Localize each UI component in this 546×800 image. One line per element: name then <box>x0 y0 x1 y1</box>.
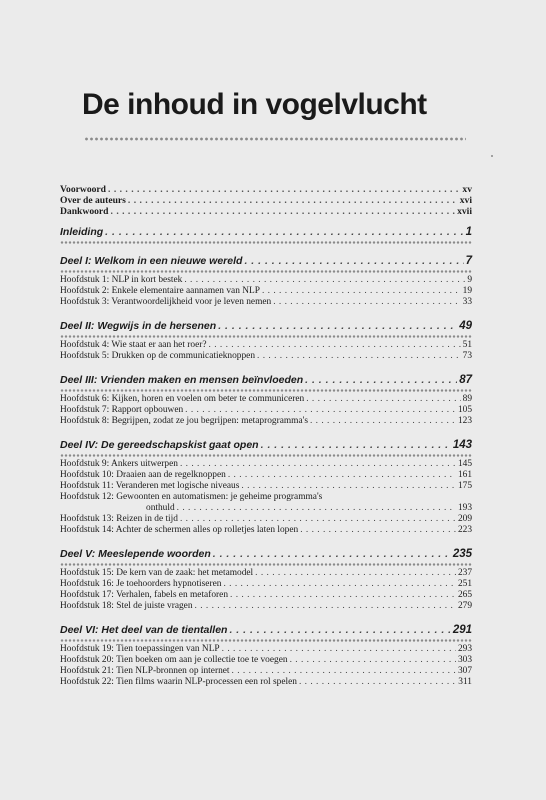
chapter-entry-label: Hoofdstuk 19: Tien toepassingen van NLP <box>60 644 220 654</box>
dot-leader <box>244 254 463 268</box>
dot-leader <box>108 184 460 195</box>
chapter-entry-page-number: 311 <box>458 677 472 687</box>
chapter-entry <box>60 394 472 405</box>
chapter-entry <box>60 655 472 666</box>
chapter-entry-page-number: 175 <box>457 481 472 491</box>
front-matter-entry-page-number: xv <box>462 184 472 195</box>
chapter-entry <box>60 590 472 601</box>
spacer <box>60 536 472 547</box>
chapter-entry-label: Hoofdstuk 5: Drukken op de communicatieknoppen <box>60 351 256 361</box>
dot-leader <box>306 394 460 405</box>
dot-leader <box>128 195 458 206</box>
chapter-entry-label: Hoofdstuk 7: Rapport opbouwen <box>60 405 184 415</box>
chapter-entry-page-number: 265 <box>457 590 472 600</box>
chapter-entry-label: Hoofdstuk 1: NLP in kort bestek <box>60 275 183 285</box>
front-matter-entry <box>60 195 472 206</box>
dot-leader <box>273 297 460 308</box>
chapter-entry <box>60 340 472 351</box>
chapter-entry-page-number: 293 <box>457 644 472 654</box>
chapter-entry <box>60 525 472 536</box>
part-dotted-rule <box>60 389 472 392</box>
dot-leader <box>105 225 463 239</box>
chapter-entry <box>60 405 472 416</box>
chapter-entry-page-number: 145 <box>457 459 472 469</box>
part-heading <box>60 373 472 387</box>
chapter-entry-label: Hoofdstuk 10: Draaien aan de regelknoppen <box>60 470 226 480</box>
chapter-entry-label: Hoofdstuk 8: Begrijpen, zodat ze jou begrijpen: metaprogramma's <box>60 416 308 426</box>
front-matter-entry <box>60 206 472 217</box>
chapter-entry-label: Hoofdstuk 16: Je toehoorders hypnotiseren <box>60 579 222 589</box>
part-heading-page-number: 49 <box>459 320 472 332</box>
dot-leader <box>305 373 457 387</box>
chapter-entry-page-number: 33 <box>462 297 472 307</box>
intro-entry <box>60 225 472 239</box>
chapter-entry-page-number: 223 <box>457 525 472 535</box>
chapter-entry <box>60 459 472 470</box>
intro-entry-page-number: 1 <box>465 226 472 238</box>
chapter-entry-label: Hoofdstuk 17: Verhalen, fabels en metaforen <box>60 590 229 600</box>
part-heading-label: Deel V: Meeslepende woorden <box>60 548 211 560</box>
dot-leader <box>299 677 456 688</box>
part-heading <box>60 623 472 637</box>
chapter-entry-page-number: 303 <box>457 655 472 665</box>
chapter-entry <box>60 275 472 286</box>
chapter-entry-label: Hoofdstuk 20: Tien boeken om aan je collectie toe te voegen <box>60 655 288 665</box>
chapter-entry-page-number: 105 <box>457 405 472 415</box>
dot-leader <box>180 514 456 525</box>
title-dotted-rule <box>84 137 466 141</box>
part-heading-page-number: 87 <box>459 374 472 386</box>
dot-leader <box>255 568 456 579</box>
chapter-entry-continuation-page-number: 193 <box>457 503 472 513</box>
dot-leader <box>261 438 451 452</box>
chapter-entry <box>60 666 472 677</box>
chapter-entry-page-number: 9 <box>467 275 472 285</box>
dot-leader <box>300 525 456 536</box>
chapter-entry-label: Hoofdstuk 2: Enkele elementaire aannamen van NLP <box>60 286 260 296</box>
page-title: De inhoud in vogelvlucht <box>82 88 427 121</box>
dot-leader <box>185 405 456 416</box>
chapter-entry <box>60 568 472 579</box>
page-speck <box>491 155 493 157</box>
chapter-entry-page-number: 73 <box>462 351 472 361</box>
dot-leader <box>180 459 456 470</box>
dot-leader <box>209 340 461 351</box>
chapter-entry-label: Hoofdstuk 18: Stel de juiste vragen <box>60 601 193 611</box>
front-matter-entry-page-number: xvii <box>457 206 472 217</box>
front-matter-entry-label: Over de auteurs <box>60 195 126 206</box>
chapter-entry-page-number: 19 <box>462 286 472 296</box>
part-dotted-rule <box>60 563 472 566</box>
dot-leader <box>230 590 456 601</box>
chapter-entry-continuation <box>60 503 472 514</box>
front-matter-entry-label: Dankwoord <box>60 206 109 217</box>
chapter-entry-label: Hoofdstuk 15: De kern van de zaak: het metamodel <box>60 568 254 578</box>
chapter-entry-label: Hoofdstuk 21: Tien NLP-bronnen op internet <box>60 666 230 676</box>
chapter-entry <box>60 470 472 481</box>
dot-leader <box>222 644 456 655</box>
chapter-entry <box>60 677 472 688</box>
chapter-entry <box>60 601 472 612</box>
chapter-entry <box>60 644 472 655</box>
chapter-entry <box>60 579 472 590</box>
chapter-entry <box>60 492 472 503</box>
dot-leader <box>257 351 461 362</box>
chapter-entry <box>60 416 472 427</box>
part-heading <box>60 319 472 333</box>
dot-leader <box>228 470 456 481</box>
dot-leader <box>195 601 456 612</box>
chapter-entry-page-number: 123 <box>457 416 472 426</box>
part-dotted-rule <box>60 270 472 273</box>
spacer <box>60 308 472 319</box>
front-matter-entry-page-number: xvi <box>459 195 472 206</box>
chapter-entry-page-number: 51 <box>462 340 472 350</box>
spacer <box>60 217 472 225</box>
part-heading-label: Deel I: Welkom in een nieuwe wereld <box>60 255 243 267</box>
part-dotted-rule <box>60 335 472 338</box>
dot-leader <box>177 503 456 514</box>
chapter-entry-label: Hoofdstuk 6: Kijken, horen en voelen om beter te communiceren <box>60 394 305 404</box>
chapter-entry-label: Hoofdstuk 11: Veranderen met logische niveaus <box>60 481 240 491</box>
chapter-entry-label: Hoofdstuk 22: Tien films waarin NLP-processen een rol spelen <box>60 677 297 687</box>
chapter-entry-page-number: 89 <box>462 394 472 404</box>
front-matter-entry <box>60 184 472 195</box>
part-heading-label: Deel II: Wegwijs in de hersenen <box>60 320 217 332</box>
chapter-entry-page-number: 209 <box>457 514 472 524</box>
chapter-entry-label: Hoofdstuk 4: Wie staat er aan het roer? <box>60 340 207 350</box>
part-heading-page-number: 143 <box>452 439 472 451</box>
part-heading-page-number: 7 <box>465 255 472 267</box>
dot-leader <box>218 319 457 333</box>
chapter-entry <box>60 297 472 308</box>
dot-leader <box>232 666 456 677</box>
chapter-entry-page-number: 279 <box>457 601 472 611</box>
chapter-entry-page-number: 161 <box>457 470 472 480</box>
dot-leader <box>290 655 456 666</box>
dot-leader <box>310 416 456 427</box>
chapter-entry-label: Hoofdstuk 9: Ankers uitwerpen <box>60 459 178 469</box>
spacer <box>60 246 472 254</box>
chapter-entry <box>60 514 472 525</box>
spacer <box>60 612 472 623</box>
part-heading-label: Deel III: Vrienden maken en mensen beïnvloeden <box>60 374 304 386</box>
part-dotted-rule <box>60 241 472 244</box>
chapter-entry-label: Hoofdstuk 12: Gewoonten en automatismen: je geheime programma's <box>60 492 323 502</box>
part-heading-page-number: 291 <box>452 624 472 636</box>
intro-entry-label: Inleiding <box>60 226 104 238</box>
part-heading-label: Deel VI: Het deel van de tientallen <box>60 624 228 636</box>
chapter-entry-page-number: 251 <box>457 579 472 589</box>
dot-leader <box>229 623 450 637</box>
part-heading-page-number: 235 <box>452 548 472 560</box>
spacer <box>60 427 472 438</box>
dot-leader <box>241 481 456 492</box>
part-heading <box>60 438 472 452</box>
spacer <box>60 362 472 373</box>
part-heading <box>60 254 472 268</box>
front-matter-entry-label: Voorwoord <box>60 184 107 195</box>
chapter-entry-label: Hoofdstuk 13: Reizen in de tijd <box>60 514 178 524</box>
part-dotted-rule <box>60 639 472 642</box>
chapter-entry-page-number: 307 <box>457 666 472 676</box>
chapter-entry-label: Hoofdstuk 3: Verantwoordelijkheid voor je leven nemen <box>60 297 272 307</box>
part-dotted-rule <box>60 454 472 457</box>
chapter-entry-page-number: 237 <box>457 568 472 578</box>
chapter-entry <box>60 286 472 297</box>
part-heading <box>60 547 472 561</box>
table-of-contents <box>60 184 472 688</box>
chapter-entry <box>60 351 472 362</box>
part-heading-label: Deel IV: De gereedschapskist gaat open <box>60 439 259 451</box>
chapter-entry <box>60 481 472 492</box>
dot-leader <box>184 275 465 286</box>
dot-leader <box>213 547 451 561</box>
dot-leader <box>262 286 461 297</box>
chapter-entry-continuation-label: onthuld <box>146 503 175 513</box>
chapter-entry-label: Hoofdstuk 14: Achter de schermen alles op rolletjes laten lopen <box>60 525 299 535</box>
dot-leader <box>111 206 456 217</box>
dot-leader <box>223 579 456 590</box>
